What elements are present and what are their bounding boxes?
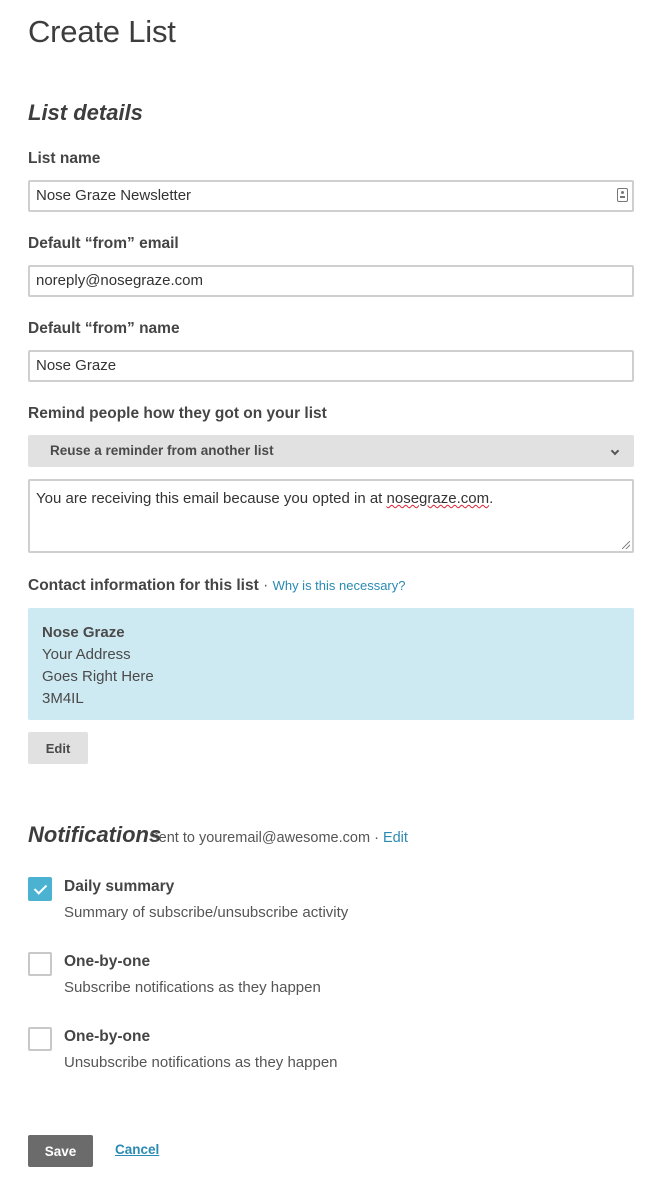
daily-summary-description: Summary of subscribe/unsubscribe activity bbox=[64, 904, 349, 921]
chevron-down-icon bbox=[611, 447, 619, 455]
contact-address-box bbox=[28, 608, 634, 720]
unsubscribe-notify-title[interactable]: One-by-one bbox=[64, 1028, 151, 1045]
notifications-recipient bbox=[149, 830, 408, 846]
edit-contact-button[interactable]: Edit bbox=[28, 732, 88, 764]
reminder-text-prefix: You are receiving this email because you opted in at bbox=[36, 490, 387, 507]
cancel-link[interactable]: Cancel bbox=[115, 1142, 160, 1157]
reminder-label: Remind people how they got on your list bbox=[28, 405, 327, 422]
resize-grip-icon[interactable] bbox=[622, 541, 630, 549]
notifications-separator: · bbox=[370, 830, 383, 846]
reminder-textarea[interactable] bbox=[28, 479, 634, 553]
contact-address-line1: Your Address bbox=[42, 646, 131, 663]
reminder-select[interactable] bbox=[28, 435, 634, 467]
unsubscribe-notify-description: Unsubscribe notifications as they happen bbox=[64, 1054, 338, 1071]
daily-summary-title[interactable]: Daily summary bbox=[64, 878, 175, 895]
edit-recipient-link[interactable]: Edit bbox=[382, 830, 408, 846]
list-details-heading: List details bbox=[28, 100, 143, 125]
why-necessary-link[interactable]: Why is this necessary? bbox=[272, 578, 406, 593]
reminder-select-value: Reuse a reminder from another list bbox=[50, 443, 274, 458]
page-title: Create List bbox=[28, 14, 176, 49]
daily-summary-checkbox[interactable] bbox=[28, 877, 52, 901]
notifications-sent-to: Sent to youremail@awesome.com bbox=[149, 830, 371, 846]
reminder-text-suffix: . bbox=[489, 490, 494, 507]
contact-card-icon[interactable] bbox=[617, 188, 628, 202]
subscribe-notify-checkbox[interactable] bbox=[28, 952, 52, 976]
save-button[interactable]: Save bbox=[28, 1135, 93, 1167]
from-name-input[interactable]: Nose Graze bbox=[28, 350, 634, 382]
subscribe-notify-description: Subscribe notifications as they happen bbox=[64, 979, 321, 996]
contact-address-line2: Goes Right Here bbox=[42, 668, 154, 685]
contact-info-heading-text: Contact information for this list bbox=[28, 577, 259, 594]
list-name-input[interactable]: Nose Graze Newsletter bbox=[28, 180, 634, 212]
contact-name: Nose Graze bbox=[42, 624, 125, 641]
from-name-label: Default “from” name bbox=[28, 320, 180, 337]
contact-info-separator: · bbox=[258, 577, 273, 594]
contact-address-line3: 3M4IL bbox=[42, 690, 84, 707]
list-name-label: List name bbox=[28, 150, 101, 167]
unsubscribe-notify-checkbox[interactable] bbox=[28, 1027, 52, 1051]
subscribe-notify-title[interactable]: One-by-one bbox=[64, 953, 151, 970]
notifications-heading: Notifications bbox=[28, 822, 162, 847]
reminder-text-domain: nosegraze.com bbox=[386, 490, 490, 507]
contact-info-heading bbox=[28, 577, 406, 595]
from-email-label: Default “from” email bbox=[28, 235, 179, 252]
from-email-input[interactable]: noreply@nosegraze.com bbox=[28, 265, 634, 297]
